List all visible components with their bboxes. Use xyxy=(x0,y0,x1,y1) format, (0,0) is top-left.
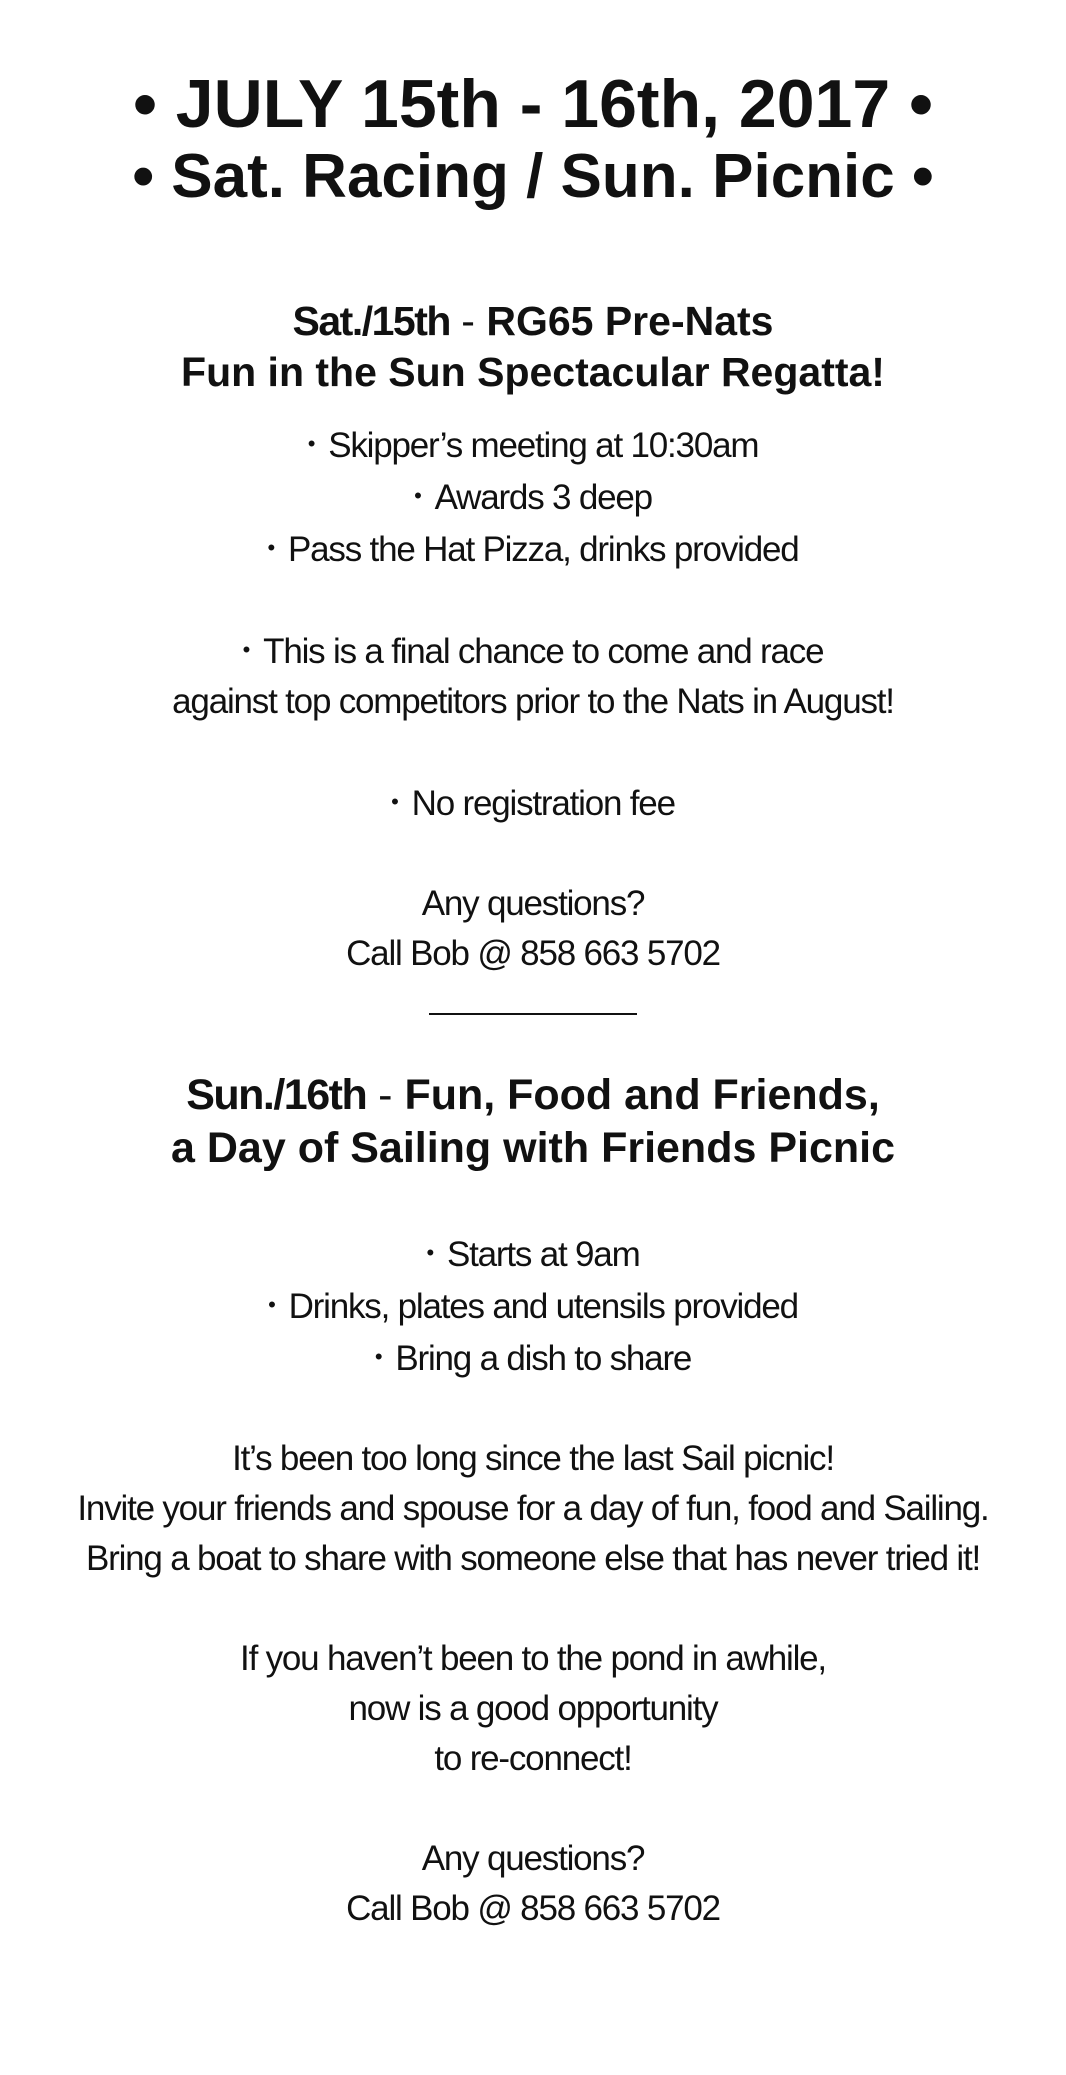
sunday-paragraph1-line1: It’s been too long since the last Sail picnic! xyxy=(232,1439,834,1478)
sunday-title-line1: Fun, Food and Friends, xyxy=(404,1070,880,1119)
sunday-paragraph2-line3: to re-connect! xyxy=(434,1739,632,1778)
event-dates-headline: • JULY 15th - 16th, 2017 • xyxy=(133,66,933,142)
saturday-bullet-skippers-meeting: • Skipper’s meeting at 10:30am xyxy=(0,419,1066,471)
sunday-title xyxy=(0,1069,1066,1123)
saturday-dash: - xyxy=(449,298,487,344)
saturday-questions: Any questions? xyxy=(421,883,645,923)
saturday-title-line1: RG65 Pre-Nats xyxy=(486,298,774,344)
saturday-contact: Call Bob @ 858 663 5702 xyxy=(346,933,720,973)
saturday-title xyxy=(0,296,1066,347)
sunday-bullet-dish: • Bring a dish to share xyxy=(0,1332,1066,1384)
saturday-final-chance-line1: • This is a final chance to come and race xyxy=(0,625,1066,677)
sunday-paragraph1-line2: Invite your friends and spouse for a day of fun, food and Sailing. xyxy=(77,1489,989,1528)
sunday-dash: - xyxy=(366,1070,405,1119)
saturday-registration-fee: • No registration fee xyxy=(0,777,1066,829)
sunday-questions: Any questions? xyxy=(421,1839,645,1878)
event-schedule-headline: • Sat. Racing / Sun. Picnic • xyxy=(132,142,934,211)
sunday-paragraph2-line1: If you haven’t been to the pond in awhile, xyxy=(240,1639,826,1678)
sunday-bullet-start-time: • Starts at 9am xyxy=(0,1228,1066,1280)
sunday-section xyxy=(0,1069,1066,1935)
saturday-section xyxy=(0,296,1066,979)
flyer-header xyxy=(0,66,1066,211)
sunday-subtitle: a Day of Sailing with Friends Picnic xyxy=(171,1124,895,1173)
saturday-final-chance-line2: against top competitors prior to the Nats in August! xyxy=(172,681,894,721)
saturday-bullet-awards: • Awards 3 deep xyxy=(0,471,1066,523)
saturday-day-label: Sat./15th xyxy=(292,298,450,344)
saturday-bullet-pizza: • Pass the Hat Pizza, drinks provided xyxy=(0,523,1066,575)
sunday-paragraph2-line2: now is a good opportunity xyxy=(348,1689,718,1728)
sunday-contact: Call Bob @ 858 663 5702 xyxy=(346,1889,720,1928)
section-divider xyxy=(429,1013,637,1015)
sunday-paragraph1-line3: Bring a boat to share with someone else that has never tried it! xyxy=(85,1539,981,1578)
sunday-bullet-drinks: • Drinks, plates and utensils provided xyxy=(0,1280,1066,1332)
sunday-day-label: Sun./16th xyxy=(186,1070,367,1119)
saturday-subtitle: Fun in the Sun Spectacular Regatta! xyxy=(181,349,885,396)
